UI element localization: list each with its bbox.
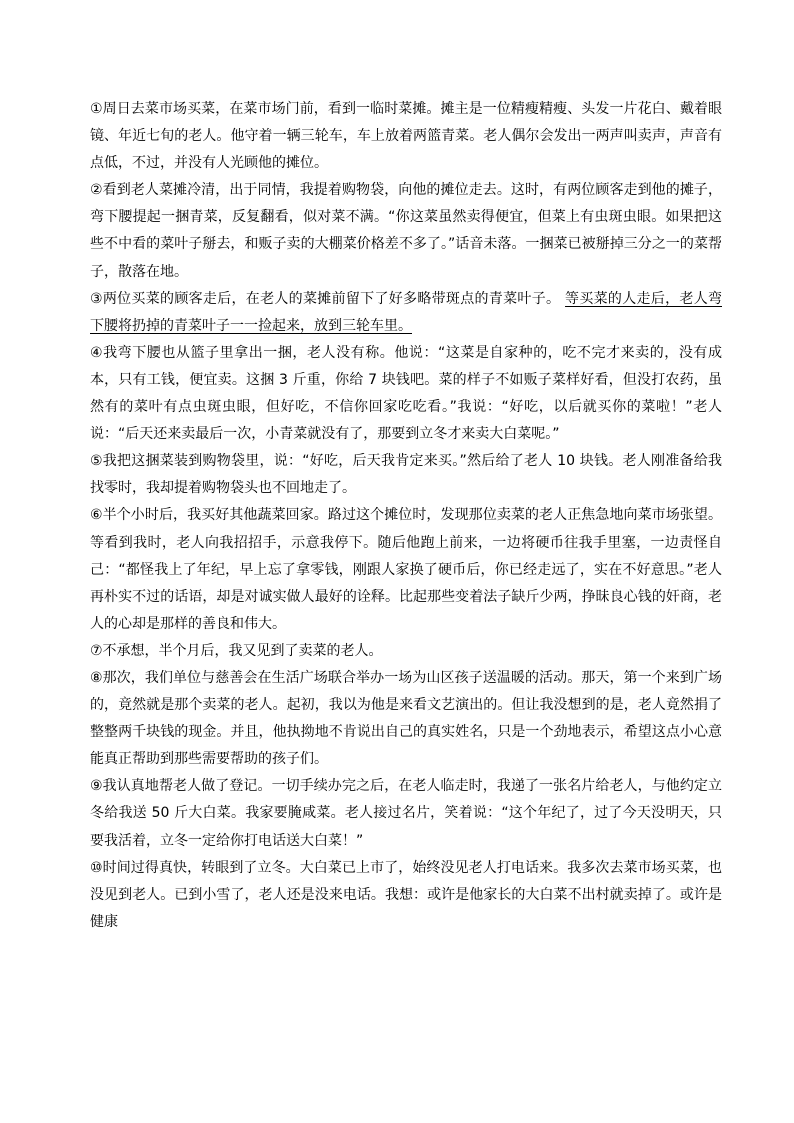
paragraph-3 (90, 286, 722, 340)
paragraph-3-text: ③两位买菜的顾客走后，在老人的菜摊前留下了好多略带斑点的青菜叶子。 (90, 290, 561, 307)
document-page (90, 96, 722, 936)
paragraph-10: ⑩时间过得真快，转眼到了立冬。大白菜已上市了，始终没见老人打电话来。我多次去菜市场买菜，也没见到老人。已到小雪了，老人还是没来电话。我想：或许是他家长的大白菜不出村就卖掉了。或许是健康 (90, 859, 722, 930)
paragraph-6: ⑥半个小时后，我买好其他蔬菜回家。路过这个摊位时，发现那位卖菜的老人正焦急地向菜市场张望。等看到我时，老人向我招招手，示意我停下。随后他跑上前来，一边将硬币往我手里塞，一边责怪自己：“都怪我上了年纪，早上忘了拿零钱，刚跟人家换了硬币后，你已经走远了，实在不好意思。”老人再朴实不过的话语，却是对诚实做人最好的诠释。比起那些变着法子缺斤少两，挣昧良心钱的奸商，老人的心却是那样的善良和伟大。 (90, 507, 722, 632)
paragraph-2: ②看到老人菜摊冷清，出于同情，我提着购物袋，向他的摊位走去。这时，有两位顾客走到他的摊子，弯下腰提起一捆青菜，反复翻看，似对菜不满。“你这菜虽然卖得便宜，但菜上有虫斑虫眼。如果把这些不中看的菜叶子掰去，和贩子卖的大棚菜价格差不多了。”话音未落。一捆菜已被掰掉三分之一的菜帮子，散落在地。 (90, 182, 722, 280)
paragraph-5: ⑤我把这捆菜装到购物袋里，说：“好吃，后天我肯定来买。”然后给了老人 10 块钱。老人刚准备给我找零时，我却提着购物袋头也不回地走了。 (90, 453, 722, 497)
paragraph-8: ⑧那次，我们单位与慈善会在生活广场联合举办一场为山区孩子送温暖的活动。那天，第一个来到广场的，竟然就是那个卖菜的老人。起初，我以为他是来看文艺演出的。但让我没想到的是，老人竟然捐了整整两千块钱的现金。并且，他执拗地不肯说出自己的真实姓名，只是一个劲地表示，希望这点小心意能真正帮助到那些需要帮助的孩子们。 (90, 669, 722, 768)
underlined-sentence: 等买菜的人走后，老人弯下腰将扔掉的青菜叶子一一捡起来，放到三轮车里。 (90, 290, 722, 334)
paragraph-7: ⑦不承想，半个月后，我又见到了卖菜的老人。 (90, 642, 383, 659)
paragraph-4: ④我弯下腰也从篮子里拿出一捆，老人没有称。他说：“这菜是自家种的，吃不完才来卖的，没有成本，只有工钱，便宜卖。这捆 3 斤重，你给 7 块钱吧。菜的样子不如贩子菜样好看，但没打农药，虽然有的菜叶有点虫斑虫眼，但好吃，不信你回家吃吃看。”我说：“好吃，以后就买你的菜啦！”老人说：“后天还来卖最后一次，小青菜就没有了，那要到立冬才来卖大白菜呢。” (90, 344, 722, 443)
paragraph-1: ①周日去菜市场买菜，在菜市场门前，看到一临时菜摊。摊主是一位精瘦精瘦、头发一片花白、戴着眼镜、年近七旬的老人。他守着一辆三轮车，车上放着两篮青菜。老人偶尔会发出一两声叫卖声，声音有点低，不过，并没有人光顾他的摊位。 (90, 101, 722, 172)
paragraph-9: ⑨我认真地帮老人做了登记。一切手续办完之后，在老人临走时，我递了一张名片给老人，与他约定立冬给我送 50 斤大白菜。我家要腌咸菜。老人接过名片，笑着说：“这个年纪了，过了今天没明天，只要我活着，立冬一定给你打电话送大白菜！” (90, 778, 722, 849)
